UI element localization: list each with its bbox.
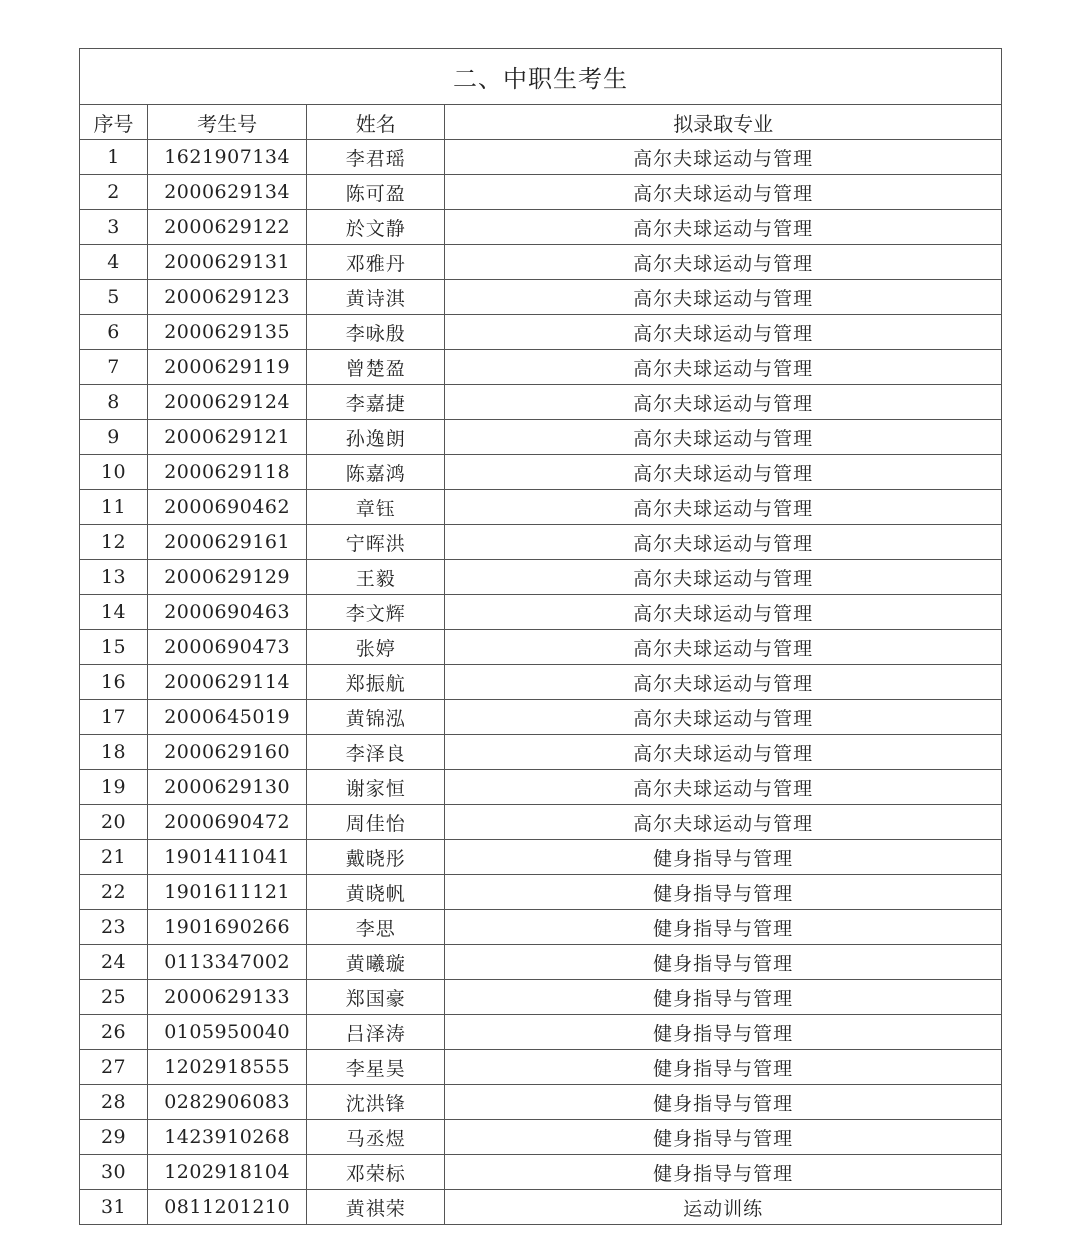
- cell-index: 6: [80, 315, 148, 350]
- cell-name: 黄祺荣: [307, 1190, 445, 1225]
- cell-exam-number: 2000629161: [148, 525, 307, 560]
- cell-index: 30: [80, 1155, 148, 1190]
- header-exam-number: 考生号: [148, 105, 307, 140]
- cell-exam-number: 1901690266: [148, 910, 307, 945]
- cell-exam-number: 0282906083: [148, 1085, 307, 1120]
- cell-exam-number: 2000690463: [148, 595, 307, 630]
- cell-name: 李泽良: [307, 735, 445, 770]
- cell-major: 健身指导与管理: [445, 840, 1002, 875]
- cell-index: 21: [80, 840, 148, 875]
- header-major: 拟录取专业: [445, 105, 1002, 140]
- cell-major: 高尔夫球运动与管理: [445, 385, 1002, 420]
- table-row: [80, 175, 1002, 210]
- cell-exam-number: 2000629122: [148, 210, 307, 245]
- cell-name: 宁晖洪: [307, 525, 445, 560]
- cell-index: 8: [80, 385, 148, 420]
- cell-name: 张婷: [307, 630, 445, 665]
- cell-major: 高尔夫球运动与管理: [445, 525, 1002, 560]
- cell-exam-number: 2000629130: [148, 770, 307, 805]
- table-row: [80, 1085, 1002, 1120]
- cell-index: 13: [80, 560, 148, 595]
- cell-major: 高尔夫球运动与管理: [445, 420, 1002, 455]
- table-row: [80, 315, 1002, 350]
- cell-name: 周佳怡: [307, 805, 445, 840]
- table-row: [80, 735, 1002, 770]
- table-row: [80, 385, 1002, 420]
- cell-name: 邓荣标: [307, 1155, 445, 1190]
- cell-index: 22: [80, 875, 148, 910]
- cell-exam-number: 2000645019: [148, 700, 307, 735]
- cell-index: 7: [80, 350, 148, 385]
- cell-exam-number: 2000690462: [148, 490, 307, 525]
- cell-exam-number: 2000629134: [148, 175, 307, 210]
- cell-name: 李嘉捷: [307, 385, 445, 420]
- cell-exam-number: 0811201210: [148, 1190, 307, 1225]
- table-row: [80, 1155, 1002, 1190]
- cell-name: 李思: [307, 910, 445, 945]
- cell-index: 3: [80, 210, 148, 245]
- cell-major: 健身指导与管理: [445, 910, 1002, 945]
- cell-exam-number: 1901611121: [148, 875, 307, 910]
- table-row: [80, 140, 1002, 175]
- cell-index: 15: [80, 630, 148, 665]
- cell-major: 高尔夫球运动与管理: [445, 700, 1002, 735]
- cell-major: 高尔夫球运动与管理: [445, 210, 1002, 245]
- table-row: [80, 560, 1002, 595]
- cell-major: 高尔夫球运动与管理: [445, 805, 1002, 840]
- cell-index: 31: [80, 1190, 148, 1225]
- cell-major: 高尔夫球运动与管理: [445, 630, 1002, 665]
- cell-index: 2: [80, 175, 148, 210]
- cell-index: 18: [80, 735, 148, 770]
- cell-index: 17: [80, 700, 148, 735]
- cell-name: 吕泽涛: [307, 1015, 445, 1050]
- cell-name: 於文静: [307, 210, 445, 245]
- cell-name: 章钰: [307, 490, 445, 525]
- cell-index: 1: [80, 140, 148, 175]
- cell-exam-number: 2000629133: [148, 980, 307, 1015]
- cell-exam-number: 0105950040: [148, 1015, 307, 1050]
- cell-index: 16: [80, 665, 148, 700]
- cell-index: 12: [80, 525, 148, 560]
- cell-index: 11: [80, 490, 148, 525]
- cell-index: 9: [80, 420, 148, 455]
- cell-name: 黄曦璇: [307, 945, 445, 980]
- cell-name: 李咏殷: [307, 315, 445, 350]
- cell-name: 李君瑶: [307, 140, 445, 175]
- cell-major: 高尔夫球运动与管理: [445, 490, 1002, 525]
- cell-index: 24: [80, 945, 148, 980]
- table-row: [80, 1120, 1002, 1155]
- table-row: [80, 1050, 1002, 1085]
- cell-name: 黄晓帆: [307, 875, 445, 910]
- table-row: [80, 525, 1002, 560]
- table-title: 二、中职生考生: [80, 49, 1002, 105]
- cell-exam-number: 2000629119: [148, 350, 307, 385]
- cell-exam-number: 2000629124: [148, 385, 307, 420]
- cell-major: 高尔夫球运动与管理: [445, 315, 1002, 350]
- cell-name: 谢家恒: [307, 770, 445, 805]
- cell-exam-number: 1621907134: [148, 140, 307, 175]
- cell-index: 4: [80, 245, 148, 280]
- cell-exam-number: 1901411041: [148, 840, 307, 875]
- table-row: [80, 245, 1002, 280]
- table-row: [80, 1015, 1002, 1050]
- cell-name: 马丞煜: [307, 1120, 445, 1155]
- table-row: [80, 665, 1002, 700]
- cell-exam-number: 2000629131: [148, 245, 307, 280]
- table-body: [80, 140, 1002, 1225]
- table-row: [80, 840, 1002, 875]
- cell-name: 戴晓彤: [307, 840, 445, 875]
- cell-major: 高尔夫球运动与管理: [445, 770, 1002, 805]
- cell-exam-number: 1202918555: [148, 1050, 307, 1085]
- cell-major: 健身指导与管理: [445, 1120, 1002, 1155]
- cell-major: 运动训练: [445, 1190, 1002, 1225]
- cell-major: 健身指导与管理: [445, 875, 1002, 910]
- cell-exam-number: 2000629121: [148, 420, 307, 455]
- admission-table: [79, 48, 1002, 1225]
- table-row: [80, 700, 1002, 735]
- cell-index: 26: [80, 1015, 148, 1050]
- cell-name: 李文辉: [307, 595, 445, 630]
- cell-index: 23: [80, 910, 148, 945]
- cell-index: 28: [80, 1085, 148, 1120]
- header-index: 序号: [80, 105, 148, 140]
- cell-name: 曾楚盈: [307, 350, 445, 385]
- cell-index: 10: [80, 455, 148, 490]
- cell-index: 25: [80, 980, 148, 1015]
- cell-exam-number: 2000629135: [148, 315, 307, 350]
- cell-name: 黄锦泓: [307, 700, 445, 735]
- cell-name: 陈可盈: [307, 175, 445, 210]
- table-row: [80, 805, 1002, 840]
- cell-index: 29: [80, 1120, 148, 1155]
- cell-index: 27: [80, 1050, 148, 1085]
- cell-major: 高尔夫球运动与管理: [445, 560, 1002, 595]
- table-row: [80, 350, 1002, 385]
- table-row: [80, 595, 1002, 630]
- cell-major: 健身指导与管理: [445, 980, 1002, 1015]
- cell-exam-number: 2000629123: [148, 280, 307, 315]
- cell-index: 14: [80, 595, 148, 630]
- table-row: [80, 770, 1002, 805]
- cell-name: 黄诗淇: [307, 280, 445, 315]
- table-row: [80, 490, 1002, 525]
- table-row: [80, 945, 1002, 980]
- table-row: [80, 910, 1002, 945]
- cell-name: 孙逸朗: [307, 420, 445, 455]
- cell-exam-number: 0113347002: [148, 945, 307, 980]
- cell-major: 高尔夫球运动与管理: [445, 350, 1002, 385]
- table-row: [80, 280, 1002, 315]
- table-row: [80, 455, 1002, 490]
- cell-name: 沈洪锋: [307, 1085, 445, 1120]
- cell-exam-number: 2000690473: [148, 630, 307, 665]
- cell-exam-number: 2000629129: [148, 560, 307, 595]
- cell-major: 高尔夫球运动与管理: [445, 175, 1002, 210]
- table-row: [80, 420, 1002, 455]
- title-row: [80, 49, 1002, 105]
- cell-exam-number: 1202918104: [148, 1155, 307, 1190]
- cell-exam-number: 1423910268: [148, 1120, 307, 1155]
- cell-exam-number: 2000629160: [148, 735, 307, 770]
- cell-major: 高尔夫球运动与管理: [445, 665, 1002, 700]
- cell-major: 高尔夫球运动与管理: [445, 280, 1002, 315]
- cell-major: 高尔夫球运动与管理: [445, 455, 1002, 490]
- cell-major: 健身指导与管理: [445, 945, 1002, 980]
- cell-major: 高尔夫球运动与管理: [445, 140, 1002, 175]
- cell-major: 健身指导与管理: [445, 1015, 1002, 1050]
- cell-name: 李星昊: [307, 1050, 445, 1085]
- cell-index: 19: [80, 770, 148, 805]
- cell-major: 健身指导与管理: [445, 1050, 1002, 1085]
- header-row: [80, 105, 1002, 140]
- table-row: [80, 210, 1002, 245]
- cell-exam-number: 2000690472: [148, 805, 307, 840]
- header-name: 姓名: [307, 105, 445, 140]
- cell-name: 王毅: [307, 560, 445, 595]
- cell-index: 5: [80, 280, 148, 315]
- cell-major: 高尔夫球运动与管理: [445, 595, 1002, 630]
- cell-index: 20: [80, 805, 148, 840]
- cell-name: 陈嘉鸿: [307, 455, 445, 490]
- table-row: [80, 980, 1002, 1015]
- cell-major: 健身指导与管理: [445, 1155, 1002, 1190]
- cell-exam-number: 2000629114: [148, 665, 307, 700]
- cell-name: 邓雅丹: [307, 245, 445, 280]
- table-row: [80, 875, 1002, 910]
- cell-major: 健身指导与管理: [445, 1085, 1002, 1120]
- cell-name: 郑振航: [307, 665, 445, 700]
- cell-name: 郑国豪: [307, 980, 445, 1015]
- cell-exam-number: 2000629118: [148, 455, 307, 490]
- table-row: [80, 630, 1002, 665]
- cell-major: 高尔夫球运动与管理: [445, 735, 1002, 770]
- table-row: [80, 1190, 1002, 1225]
- cell-major: 高尔夫球运动与管理: [445, 245, 1002, 280]
